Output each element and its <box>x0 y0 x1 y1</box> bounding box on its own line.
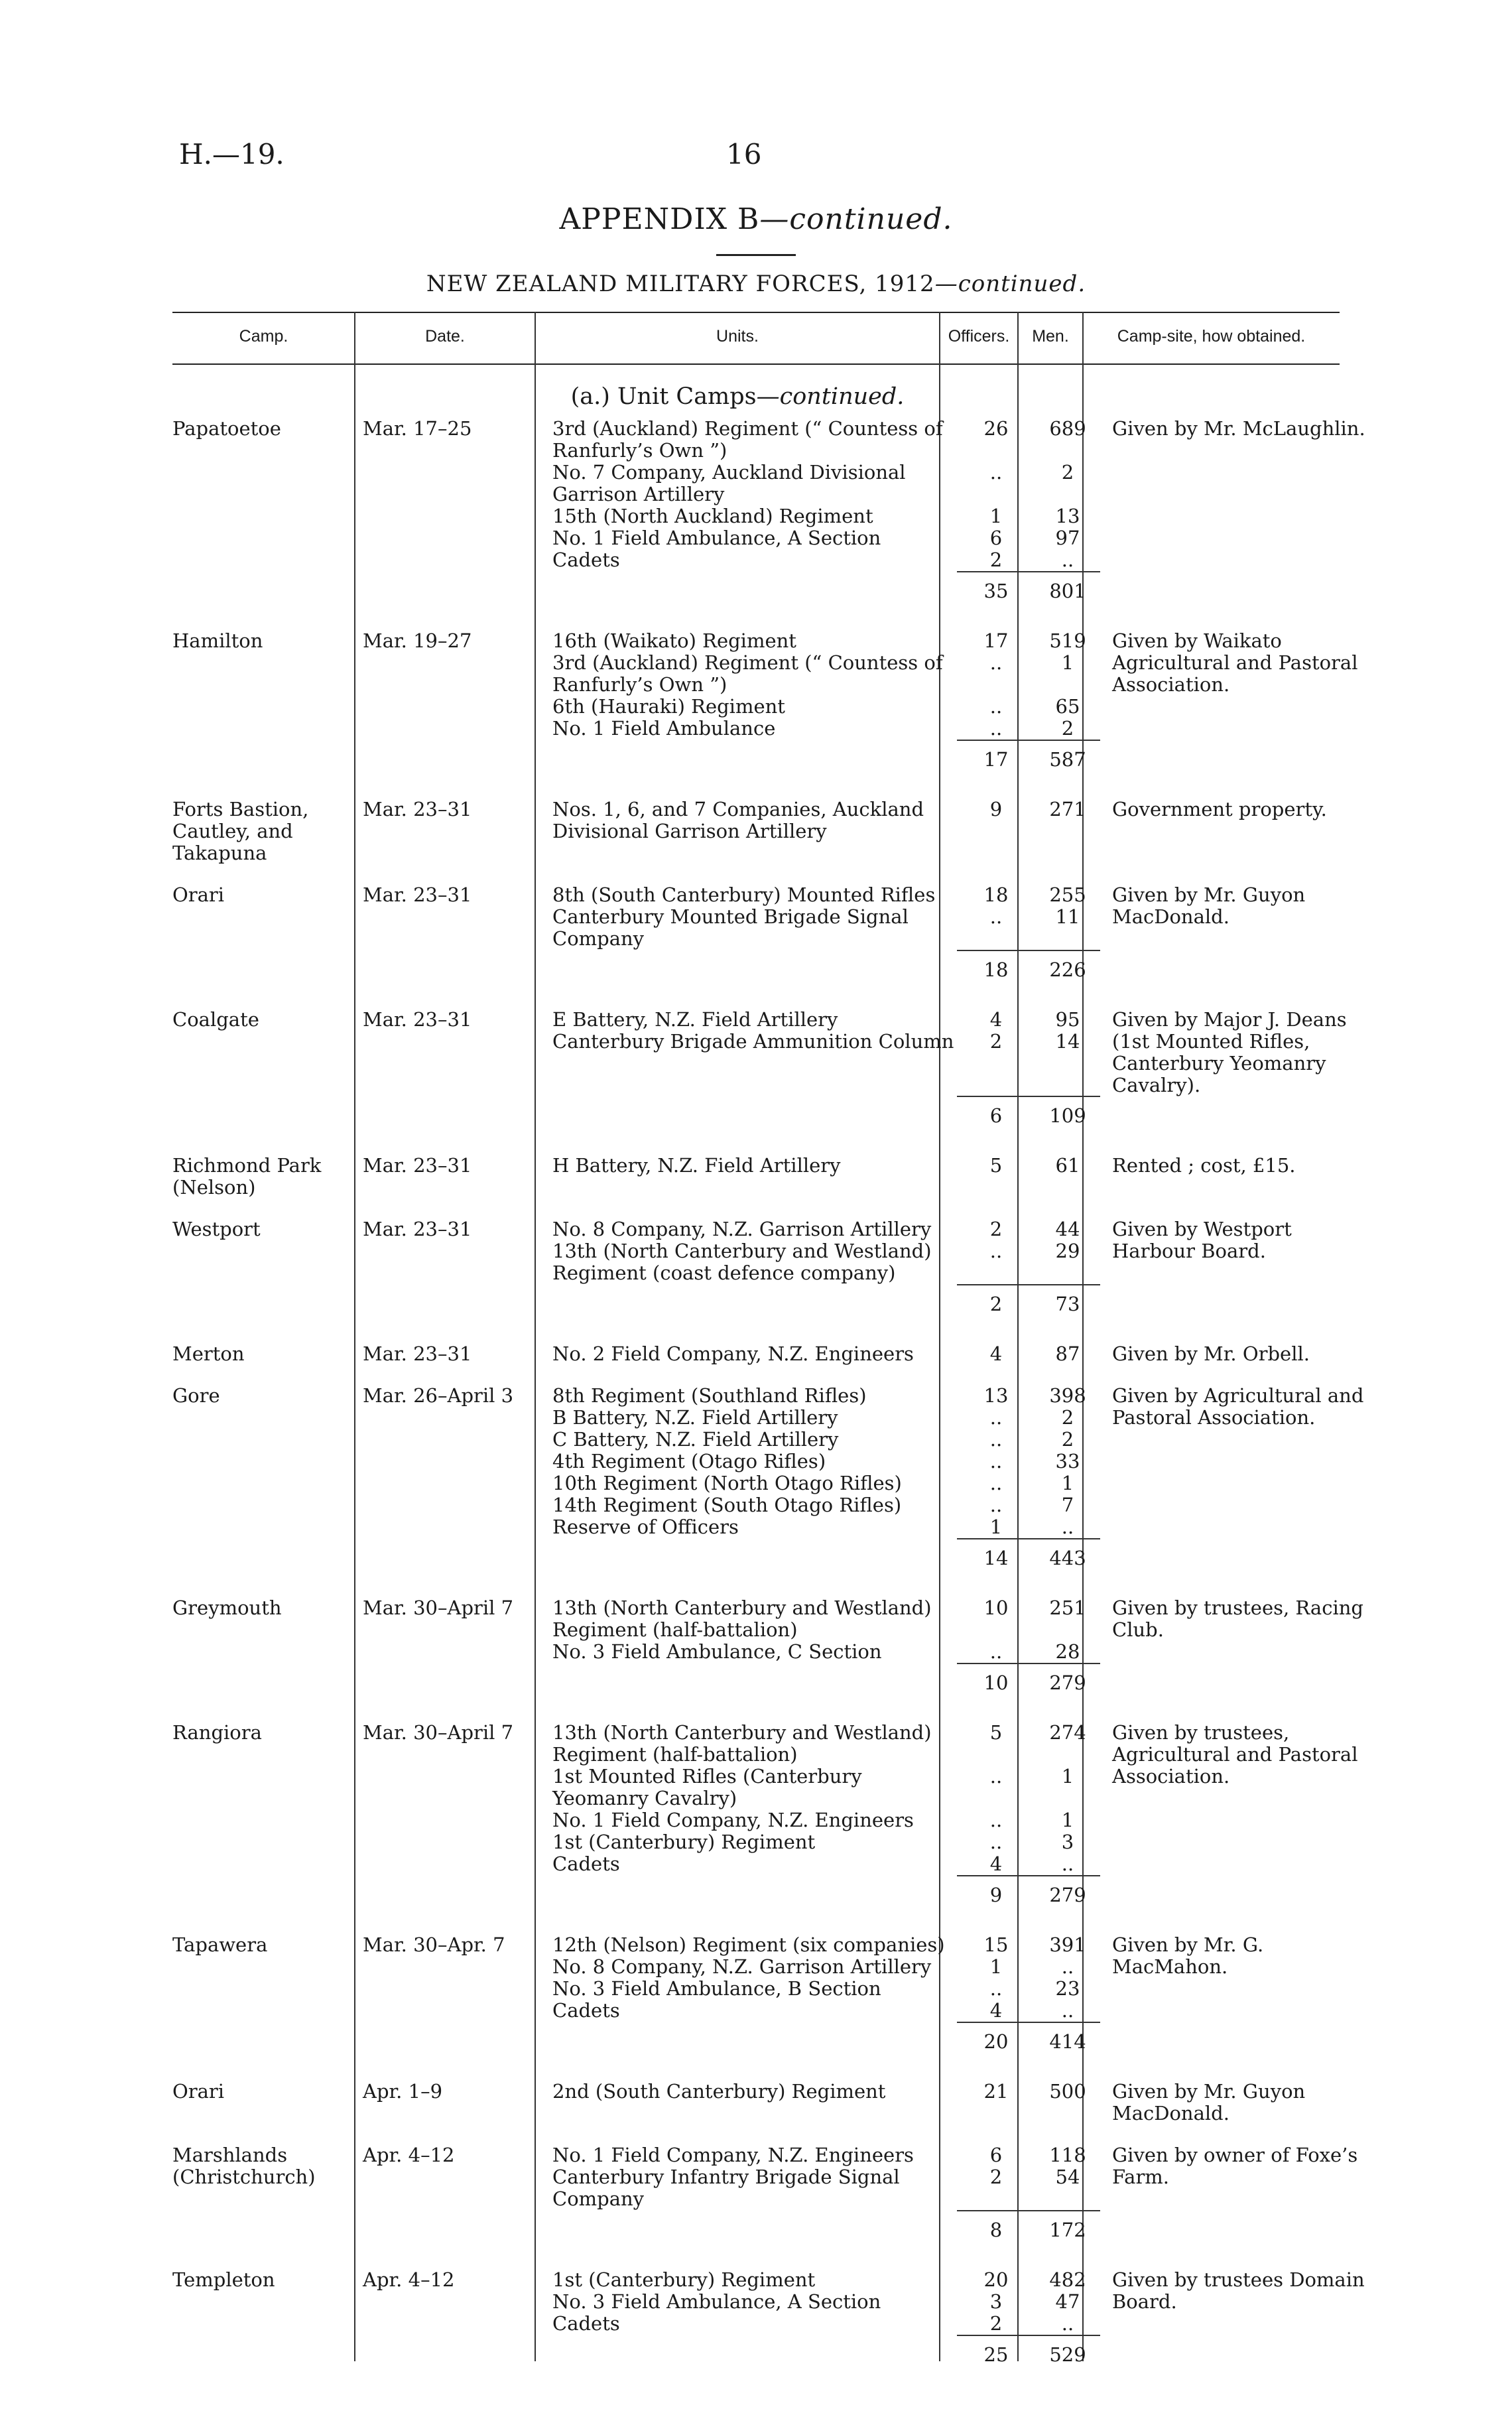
men-value: .. <box>1061 1516 1074 1538</box>
total-officers: 9 <box>957 1876 1035 1914</box>
camp-site: Given by trustees Domain Board. <box>1112 2268 1365 2313</box>
camp-name: Richmond Park (Nelson) <box>172 1154 322 1199</box>
men-value: 33 <box>1055 1450 1080 1472</box>
men-cell <box>1035 1218 1100 1285</box>
document-reference: H.—19. <box>179 138 284 170</box>
total-men: 109 <box>1035 1096 1100 1135</box>
total-men: 443 <box>1035 1539 1100 1577</box>
camp-site: Given by Mr. Guyon MacDonald. <box>1112 883 1306 928</box>
camp-name: Tapawera <box>172 1933 268 1956</box>
camp-name: Forts Bastion, Cautley, and Takapuna <box>172 798 309 864</box>
camp-name: Coalgate <box>172 1008 259 1031</box>
camp-row <box>172 2081 1369 2124</box>
men-cell <box>1035 884 1100 950</box>
officers-value: .. <box>989 1240 1003 1262</box>
camp-date: Mar. 26–April 3 <box>363 1384 514 1407</box>
unit-name: No. 1 Field Ambulance, A Section <box>552 527 881 549</box>
camp-site: Given by owner of Foxe’s Farm. <box>1112 2144 1358 2188</box>
unit-name: 3rd (Auckland) Regiment (“ Countess of Ranfurly’s Own ”) <box>552 651 943 696</box>
men-value: 2 <box>1061 461 1074 484</box>
unit-name: Cadets <box>552 549 620 571</box>
men-value: 519 <box>1049 629 1086 652</box>
officers-value: 4 <box>989 1999 1003 2022</box>
units-cell <box>543 884 957 950</box>
officers-value: 4 <box>989 1008 1003 1031</box>
header-bottom-rule <box>172 363 1340 365</box>
units-cell <box>543 1155 957 1199</box>
unit-name: No. 3 Field Ambulance, A Section <box>552 2290 881 2313</box>
units-cell <box>543 1009 957 1096</box>
unit-name: Reserve of Officers <box>552 1516 739 1538</box>
officers-value: 21 <box>983 2080 1009 2103</box>
camp-date: Apr. 4–12 <box>363 2268 455 2291</box>
officers-value: 4 <box>989 1853 1003 1875</box>
men-cell <box>1035 2081 1100 2124</box>
unit-name: 2nd (South Canterbury) Regiment <box>552 2080 886 2103</box>
officers-value: .. <box>989 695 1003 718</box>
total-row <box>172 2211 1369 2249</box>
units-cell <box>543 1597 957 1663</box>
camp-site: Given by Westport Harbour Board. <box>1112 1218 1292 1262</box>
unit-name: Nos. 1, 6, and 7 Companies, Auckland Divisional Garrison Artillery <box>552 798 924 842</box>
men-cell <box>1035 1343 1100 1365</box>
officers-value: .. <box>989 1640 1003 1663</box>
men-value: 271 <box>1049 798 1086 820</box>
units-cell <box>543 2269 957 2335</box>
camp-name: Greymouth <box>172 1597 282 1619</box>
men-cell <box>1035 799 1100 864</box>
men-value: 500 <box>1049 2080 1086 2103</box>
unit-name: 8th (South Canterbury) Mounted Rifles <box>552 883 936 906</box>
column-header-men: Men. <box>1032 327 1069 346</box>
total-officers: 17 <box>957 740 1035 779</box>
camp-site: Given by trustees, Agricultural and Pastoral Association. <box>1112 1721 1358 1788</box>
officers-value: 4 <box>989 1342 1003 1365</box>
camp-row <box>172 884 1369 950</box>
units-cell <box>543 418 957 572</box>
men-value: 87 <box>1055 1342 1080 1365</box>
units-cell <box>543 630 957 740</box>
officers-cell <box>957 2269 1035 2335</box>
total-row <box>172 572 1369 610</box>
officers-value: 2 <box>989 1030 1003 1053</box>
officers-value: .. <box>989 1831 1003 1853</box>
officers-value: 6 <box>989 2144 1003 2166</box>
men-value: 13 <box>1055 505 1080 527</box>
total-row <box>172 1539 1369 1577</box>
camp-name: Orari <box>172 883 225 906</box>
units-cell <box>543 799 957 864</box>
men-value: 61 <box>1055 1154 1080 1177</box>
camp-row <box>172 1934 1369 2022</box>
total-row <box>172 1663 1369 1702</box>
total-row <box>172 2022 1369 2061</box>
officers-value: 2 <box>989 2166 1003 2188</box>
total-officers: 20 <box>957 2022 1035 2061</box>
header-top-rule <box>172 312 1340 313</box>
officers-value: 17 <box>983 629 1009 652</box>
camps-table-body <box>172 418 1369 2394</box>
section-heading-suffix: —continued. <box>756 383 905 410</box>
camp-row <box>172 1218 1369 1285</box>
officers-value: .. <box>989 1406 1003 1429</box>
men-cell <box>1035 2269 1100 2335</box>
men-value: 54 <box>1055 2166 1080 2188</box>
officers-cell <box>957 1934 1035 2022</box>
camp-name: Hamilton <box>172 629 263 652</box>
camp-name: Templeton <box>172 2268 275 2291</box>
men-value: 398 <box>1049 1384 1086 1407</box>
unit-name: Cadets <box>552 1999 620 2022</box>
camp-date: Apr. 1–9 <box>363 2080 443 2103</box>
total-men: 279 <box>1035 1876 1100 1914</box>
officers-value: .. <box>989 717 1003 740</box>
camp-date: Mar. 17–25 <box>363 417 472 440</box>
camp-site: Given by Major J. Deans (1st Mounted Rifles, Canterbury Yeomanry Cavalry). <box>1112 1008 1347 1096</box>
officers-cell <box>957 630 1035 740</box>
men-cell <box>1035 2144 1100 2211</box>
camp-site: Given by Mr. Guyon MacDonald. <box>1112 2080 1306 2124</box>
camp-date: Mar. 30–April 7 <box>363 1597 514 1619</box>
officers-value: 2 <box>989 549 1003 571</box>
officers-cell <box>957 1385 1035 1539</box>
unit-name: 1st (Canterbury) Regiment <box>552 1831 816 1853</box>
camp-name: Orari <box>172 2080 225 2103</box>
officers-value: .. <box>989 1809 1003 1831</box>
units-cell <box>543 2144 957 2211</box>
men-cell <box>1035 1722 1100 1876</box>
officers-value: .. <box>989 1765 1003 1788</box>
men-value: 1 <box>1061 1472 1074 1494</box>
camp-date: Mar. 23–31 <box>363 1154 472 1177</box>
camp-site: Given by Agricultural and Pastoral Association. <box>1112 1384 1364 1429</box>
unit-name: 15th (North Auckland) Regiment <box>552 505 873 527</box>
men-value: 29 <box>1055 1240 1080 1262</box>
men-value: 47 <box>1055 2290 1080 2313</box>
camp-row <box>172 1155 1369 1199</box>
camp-row <box>172 1722 1369 1876</box>
units-cell <box>543 1934 957 2022</box>
unit-name: 12th (Nelson) Regiment (six companies) <box>552 1933 945 1956</box>
men-value: 14 <box>1055 1030 1080 1053</box>
unit-name: C Battery, N.Z. Field Artillery <box>552 1428 839 1451</box>
men-value: .. <box>1061 2312 1074 2335</box>
column-header-officers: Officers. <box>948 327 1010 346</box>
unit-name: No. 1 Field Company, N.Z. Engineers <box>552 2144 914 2166</box>
unit-name: 16th (Waikato) Regiment <box>552 629 796 652</box>
unit-name: 3rd (Auckland) Regiment (“ Countess of Ranfurly’s Own ”) <box>552 417 943 462</box>
unit-name: Canterbury Brigade Ammunition Column <box>552 1030 954 1053</box>
camp-date: Mar. 23–31 <box>363 883 472 906</box>
camp-name: Westport <box>172 1218 261 1240</box>
total-row <box>172 1096 1369 1135</box>
unit-name: No. 8 Company, N.Z. Garrison Artillery <box>552 1218 932 1240</box>
men-value: .. <box>1061 1955 1074 1978</box>
camp-date: Mar. 30–April 7 <box>363 1721 514 1744</box>
total-officers: 6 <box>957 1096 1035 1135</box>
camp-site: Given by Mr. G. MacMahon. <box>1112 1933 1264 1978</box>
men-cell <box>1035 1934 1100 2022</box>
camp-site: Given by Waikato Agricultural and Pastoral Association. <box>1112 629 1358 696</box>
officers-value: .. <box>989 651 1003 674</box>
unit-name: Cadets <box>552 2312 620 2335</box>
officers-value: .. <box>989 905 1003 928</box>
officers-value: 9 <box>989 798 1003 820</box>
officers-value: 2 <box>989 1218 1003 1240</box>
men-value: 11 <box>1055 905 1080 928</box>
camp-date: Mar. 19–27 <box>363 629 472 652</box>
officers-cell <box>957 1343 1035 1365</box>
camp-row <box>172 418 1369 572</box>
camp-row <box>172 1343 1369 1365</box>
men-value: 7 <box>1061 1494 1074 1516</box>
officers-value: .. <box>989 1977 1003 2000</box>
officers-cell <box>957 1597 1035 1663</box>
total-row <box>172 950 1369 989</box>
men-cell <box>1035 1009 1100 1096</box>
men-value: 274 <box>1049 1721 1086 1744</box>
camps-table <box>172 418 1369 2394</box>
camp-name: Rangiora <box>172 1721 262 1744</box>
unit-name: No. 3 Field Ambulance, B Section <box>552 1977 881 2000</box>
men-cell <box>1035 418 1100 572</box>
unit-name: H Battery, N.Z. Field Artillery <box>552 1154 841 1177</box>
camp-name: Merton <box>172 1342 245 1365</box>
unit-name: 1st Mounted Rifles (Canterbury Yeomanry Cavalry) <box>552 1765 862 1809</box>
officers-cell <box>957 1009 1035 1096</box>
subtitle-main: NEW ZEALAND MILITARY FORCES, 1912 <box>426 271 935 297</box>
total-men: 172 <box>1035 2211 1100 2249</box>
total-officers: 35 <box>957 572 1035 610</box>
officers-value: 18 <box>983 883 1009 906</box>
men-value: .. <box>1061 1853 1074 1875</box>
officers-cell <box>957 1155 1035 1199</box>
officers-value: .. <box>989 1450 1003 1472</box>
officers-value: 20 <box>983 2268 1009 2291</box>
men-cell <box>1035 630 1100 740</box>
total-row <box>172 2335 1369 2374</box>
camp-date: Mar. 23–31 <box>363 1342 472 1365</box>
unit-name: 13th (North Canterbury and Westland) Regiment (half-battalion) <box>552 1597 932 1641</box>
camp-row <box>172 2144 1369 2211</box>
officers-cell <box>957 2144 1035 2211</box>
men-value: 689 <box>1049 417 1086 440</box>
men-value: 482 <box>1049 2268 1086 2291</box>
men-cell <box>1035 1385 1100 1539</box>
total-officers: 14 <box>957 1539 1035 1577</box>
officers-value: .. <box>989 1472 1003 1494</box>
camp-date: Mar. 23–31 <box>363 798 472 820</box>
camp-site: Government property. <box>1112 798 1327 820</box>
officers-value: 1 <box>989 1955 1003 1978</box>
total-officers: 10 <box>957 1663 1035 1702</box>
men-value: 3 <box>1061 1831 1074 1853</box>
unit-name: 1st (Canterbury) Regiment <box>552 2268 816 2291</box>
officers-value: 15 <box>983 1933 1009 1956</box>
total-officers: 18 <box>957 950 1035 989</box>
total-officers: 8 <box>957 2211 1035 2249</box>
unit-name: No. 2 Field Company, N.Z. Engineers <box>552 1342 914 1365</box>
section-heading-main: (a.) Unit Camps <box>570 383 757 410</box>
unit-name: 4th Regiment (Otago Rifles) <box>552 1450 826 1472</box>
page-number: 16 <box>726 138 762 170</box>
unit-name: No. 7 Company, Auckland Divisional Garrison Artillery <box>552 461 906 505</box>
title-divider <box>716 254 796 256</box>
officers-cell <box>957 884 1035 950</box>
camp-name: Papatoetoe <box>172 417 281 440</box>
unit-name: Canterbury Mounted Brigade Signal Company <box>552 905 909 950</box>
camp-row <box>172 1597 1369 1663</box>
officers-value: 3 <box>989 2290 1003 2313</box>
men-value: 251 <box>1049 1597 1086 1619</box>
unit-name: No. 1 Field Company, N.Z. Engineers <box>552 1809 914 1831</box>
men-value: 255 <box>1049 883 1086 906</box>
officers-value: 5 <box>989 1154 1003 1177</box>
total-men: 801 <box>1035 572 1100 610</box>
officers-value: .. <box>989 1494 1003 1516</box>
column-header-site: Camp-site, how obtained. <box>1117 327 1306 346</box>
unit-name: Canterbury Infantry Brigade Signal Company <box>552 2166 900 2210</box>
appendix-title-main: APPENDIX B <box>559 202 760 236</box>
units-cell <box>543 1385 957 1539</box>
men-value: 118 <box>1049 2144 1086 2166</box>
units-cell <box>543 2081 957 2124</box>
men-value: 65 <box>1055 695 1080 718</box>
total-men: 226 <box>1035 950 1100 989</box>
section-heading <box>538 383 936 410</box>
unit-name: 10th Regiment (North Otago Rifles) <box>552 1472 902 1494</box>
officers-value: .. <box>989 1428 1003 1451</box>
camp-name: Marshlands (Christchurch) <box>172 2144 316 2188</box>
camp-date: Mar. 23–31 <box>363 1008 472 1031</box>
camp-site: Given by Mr. Orbell. <box>1112 1342 1310 1365</box>
camp-row <box>172 2269 1369 2335</box>
men-cell <box>1035 1155 1100 1199</box>
total-men: 73 <box>1035 1285 1100 1323</box>
appendix-title <box>0 202 1512 236</box>
unit-name: 13th (North Canterbury and Westland) Regiment (coast defence company) <box>552 1240 932 1284</box>
unit-name: Cadets <box>552 1853 620 1875</box>
total-men: 279 <box>1035 1663 1100 1702</box>
total-officers: 2 <box>957 1285 1035 1323</box>
officers-cell <box>957 418 1035 572</box>
unit-name: 6th (Hauraki) Regiment <box>552 695 785 718</box>
total-men: 587 <box>1035 740 1100 779</box>
unit-name: 13th (North Canterbury and Westland) Regiment (half-battalion) <box>552 1721 932 1766</box>
column-header-units: Units. <box>716 327 759 346</box>
officers-value: 1 <box>989 505 1003 527</box>
units-cell <box>543 1722 957 1876</box>
total-officers: 25 <box>957 2335 1035 2374</box>
men-value: 23 <box>1055 1977 1080 2000</box>
men-value: 97 <box>1055 527 1080 549</box>
officers-value: 10 <box>983 1597 1009 1619</box>
column-header-date: Date. <box>425 327 465 346</box>
men-value: 391 <box>1049 1933 1086 1956</box>
officers-value: 1 <box>989 1516 1003 1538</box>
camp-site: Given by trustees, Racing Club. <box>1112 1597 1363 1641</box>
men-value: 1 <box>1061 1765 1074 1788</box>
officers-cell <box>957 1722 1035 1876</box>
unit-name: No. 3 Field Ambulance, C Section <box>552 1640 882 1663</box>
officers-cell <box>957 1218 1035 1285</box>
officers-cell <box>957 2081 1035 2124</box>
men-value: 95 <box>1055 1008 1080 1031</box>
unit-name: No. 1 Field Ambulance <box>552 717 776 740</box>
men-value: .. <box>1061 549 1074 571</box>
officers-value: 26 <box>983 417 1009 440</box>
men-value: 44 <box>1055 1218 1080 1240</box>
men-value: 2 <box>1061 717 1074 740</box>
officers-value: 6 <box>989 527 1003 549</box>
total-men: 529 <box>1035 2335 1100 2374</box>
unit-name: 8th Regiment (Southland Rifles) <box>552 1384 867 1407</box>
officers-cell <box>957 799 1035 864</box>
camp-name: Gore <box>172 1384 220 1407</box>
officers-value: 2 <box>989 2312 1003 2335</box>
camp-row <box>172 1009 1369 1096</box>
table-subtitle <box>0 271 1512 297</box>
men-cell <box>1035 1597 1100 1663</box>
camp-site: Given by Mr. McLaughlin. <box>1112 417 1365 440</box>
camp-row <box>172 630 1369 740</box>
column-header-camp: Camp. <box>239 327 288 346</box>
camp-date: Mar. 23–31 <box>363 1218 472 1240</box>
units-cell <box>543 1343 957 1365</box>
unit-name: E Battery, N.Z. Field Artillery <box>552 1008 838 1031</box>
officers-value: .. <box>989 461 1003 484</box>
unit-name: No. 8 Company, N.Z. Garrison Artillery <box>552 1955 932 1978</box>
men-value: 2 <box>1061 1428 1074 1451</box>
officers-value: 5 <box>989 1721 1003 1744</box>
unit-name: B Battery, N.Z. Field Artillery <box>552 1406 838 1429</box>
total-row <box>172 1876 1369 1914</box>
total-men: 414 <box>1035 2022 1100 2061</box>
camp-row <box>172 1385 1369 1539</box>
men-value: .. <box>1061 1999 1074 2022</box>
appendix-title-suffix: —continued. <box>759 202 953 236</box>
total-row <box>172 740 1369 779</box>
subtitle-suffix: —continued. <box>934 271 1086 297</box>
camp-date: Apr. 4–12 <box>363 2144 455 2166</box>
men-value: 2 <box>1061 1406 1074 1429</box>
camp-site: Rented ; cost, £15. <box>1112 1154 1296 1177</box>
unit-name: 14th Regiment (South Otago Rifles) <box>552 1494 902 1516</box>
officers-value: 13 <box>983 1384 1009 1407</box>
men-value: 28 <box>1055 1640 1080 1663</box>
men-value: 1 <box>1061 651 1074 674</box>
units-cell <box>543 1218 957 1285</box>
camp-date: Mar. 30–Apr. 7 <box>363 1933 505 1956</box>
camp-row <box>172 799 1369 864</box>
men-value: 1 <box>1061 1809 1074 1831</box>
total-row <box>172 1285 1369 1323</box>
